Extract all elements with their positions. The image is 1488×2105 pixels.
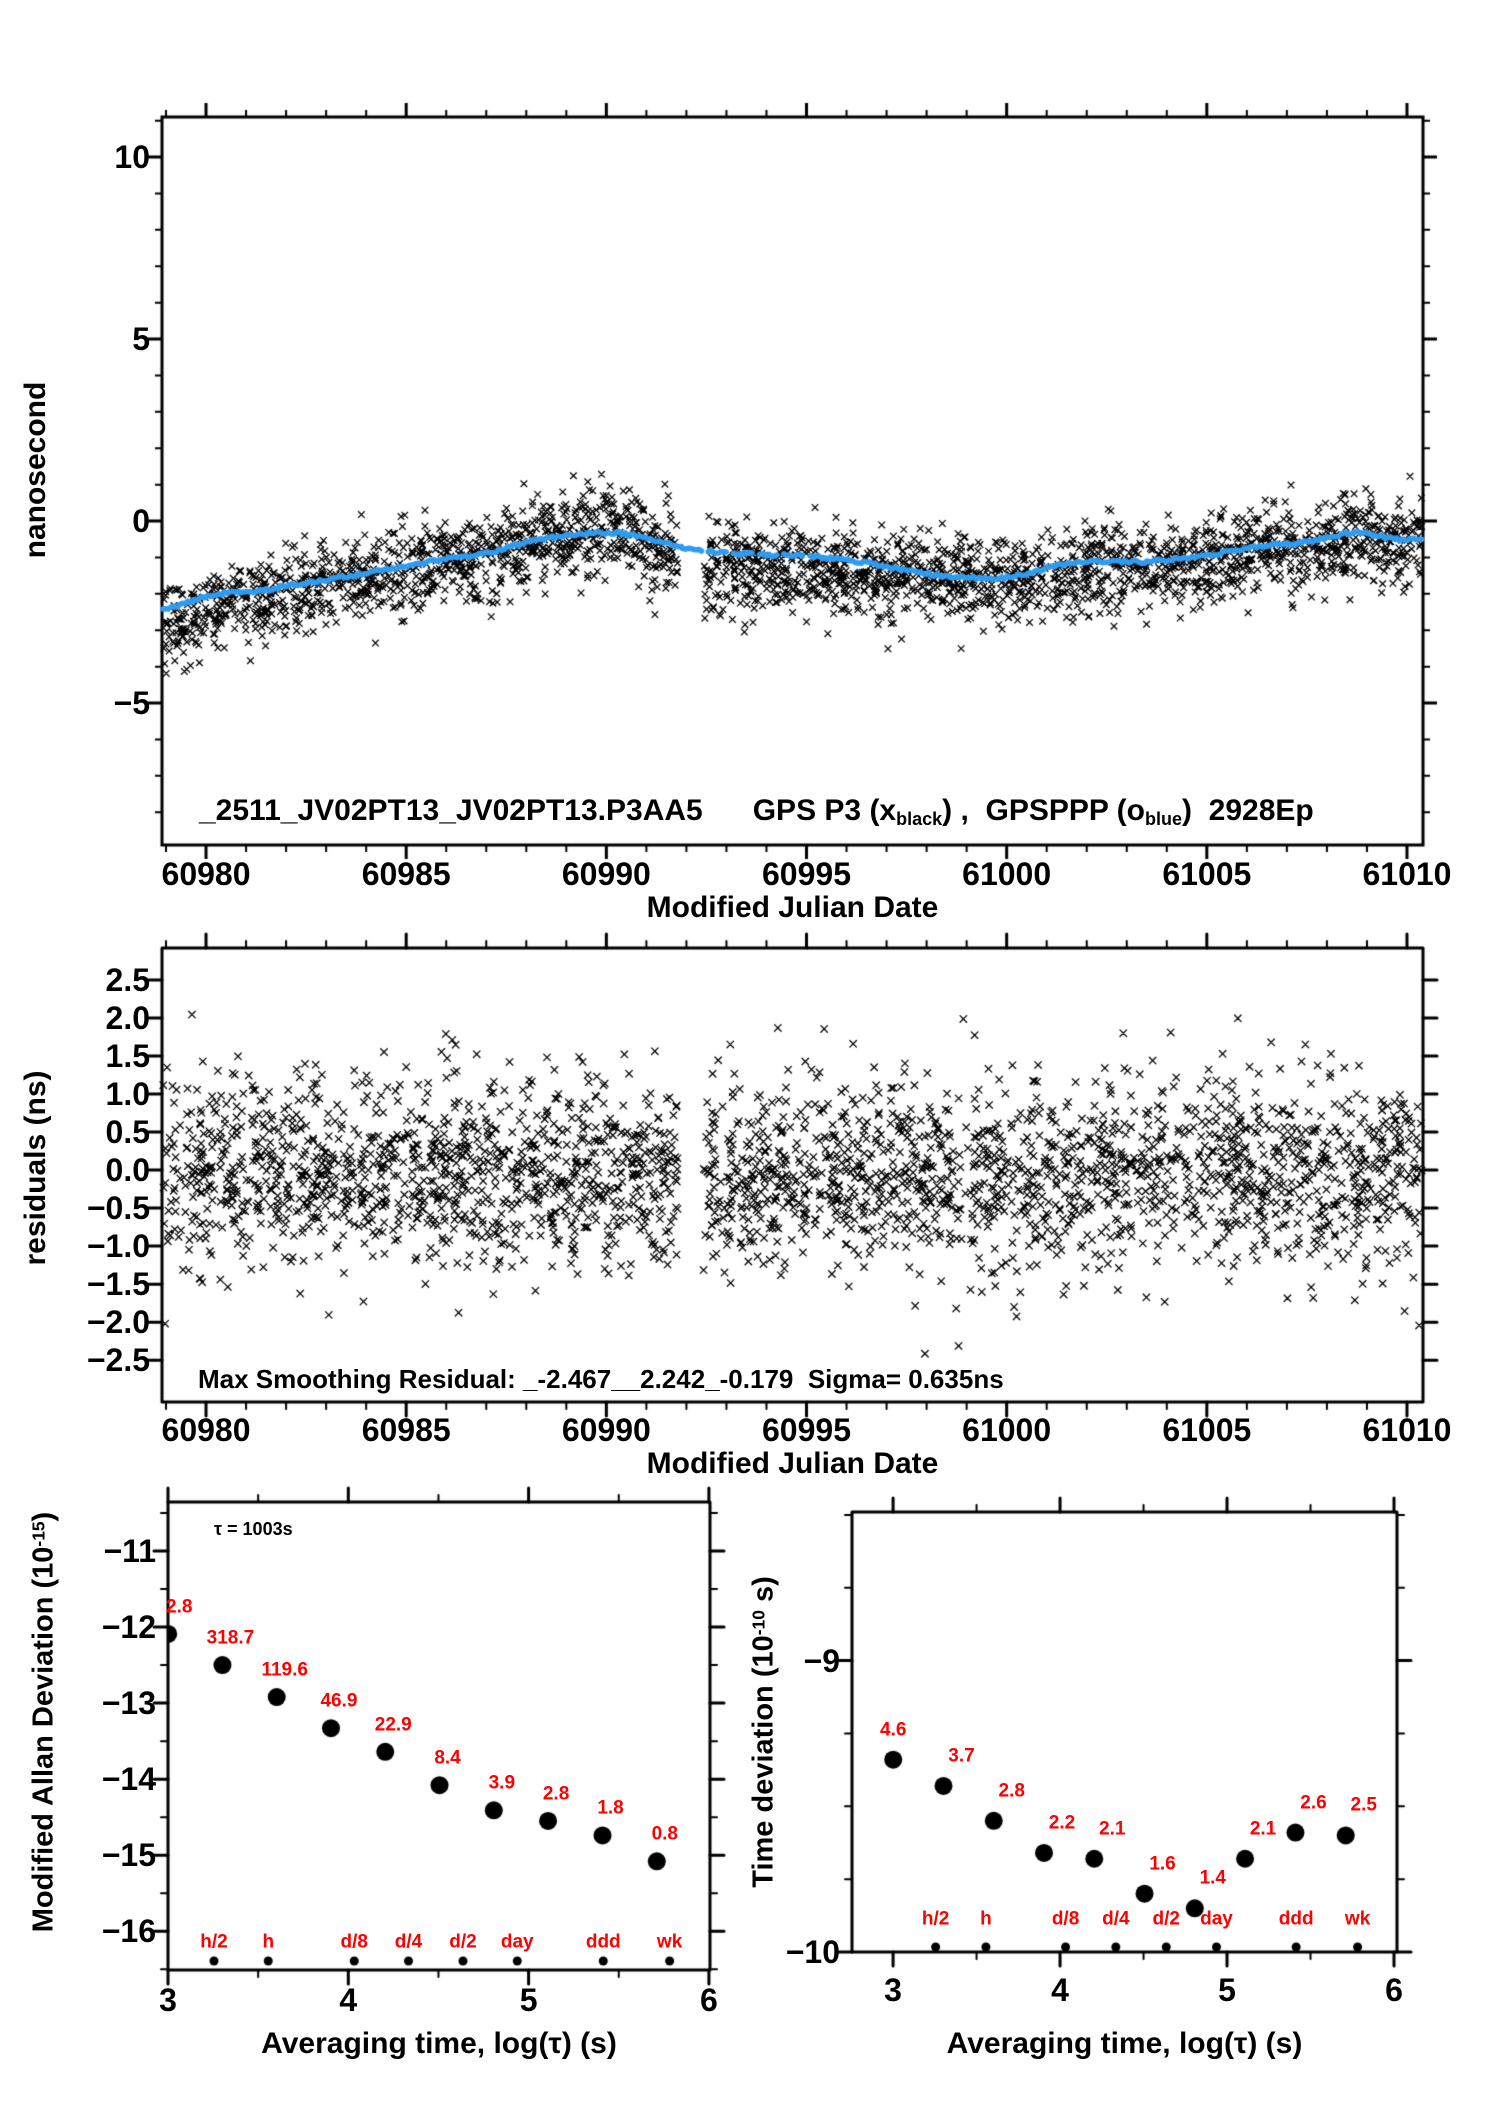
p3-point-label-5: 8.4 — [434, 1747, 461, 1769]
p4-point-label-7: 2.1 — [1249, 1818, 1277, 1840]
p4-y-tick-0: −9 — [803, 1642, 840, 1679]
p4-point-label-8: 2.6 — [1300, 1792, 1327, 1814]
p4-marker-label-3: d/4 — [1102, 1908, 1130, 1930]
p1-title — [199, 794, 1314, 830]
p3-y-tick-1: −12 — [101, 1609, 156, 1646]
p2-x-tick-60985: 60985 — [361, 1412, 451, 1448]
p2-y-tick-1: 2.0 — [105, 999, 150, 1036]
p2-y-tick-7: −1.0 — [86, 1228, 150, 1265]
p1-y-tick-0: 10 — [114, 139, 150, 176]
p2-yaxis-title: residuals (ns) — [19, 1070, 52, 1266]
p3-tau-annotation: τ = 1003s — [214, 1519, 293, 1539]
p4-point-label-5: 1.6 — [1149, 1853, 1176, 1875]
p3-yaxis-title — [27, 1511, 60, 1933]
p2-y-tick-5: 0.0 — [105, 1152, 150, 1189]
p2-annotation: Max Smoothing Residual: _-2.467__2.242_-0.179 Sigma= 0.635ns — [198, 1364, 1004, 1394]
p4-marker-label-1: h — [980, 1908, 992, 1930]
p1-x-tick-61010: 61010 — [1362, 856, 1452, 892]
p2-x-tick-60990: 60990 — [561, 1412, 651, 1448]
p3-marker-label-2: d/8 — [340, 1931, 368, 1953]
p2-y-tick-6: −0.5 — [86, 1190, 150, 1227]
p2-x-tick-60980: 60980 — [161, 1412, 251, 1448]
p1-title-seg-3: blue — [1144, 809, 1182, 830]
p4-x-tick-3: 3 — [884, 1972, 902, 2008]
p1-x-tick-60995: 60995 — [762, 856, 851, 892]
p2-y-tick-0: 2.5 — [105, 961, 150, 998]
p4-marker-label-7: wk — [1344, 1908, 1371, 1930]
p1-title-seg-1: black — [896, 809, 943, 830]
p4-point-label-0: 4.6 — [880, 1719, 907, 1741]
p2-y-tick-3: 1.0 — [105, 1076, 150, 1112]
p2-y-tick-9: −2.0 — [86, 1304, 150, 1341]
p4-point-label-3: 2.2 — [1048, 1812, 1076, 1834]
p1-x-tick-61005: 61005 — [1162, 856, 1252, 892]
p4-point-label-1: 3.7 — [948, 1745, 975, 1767]
p1-y-tick-1: 5 — [132, 321, 150, 358]
p2-x-tick-61010: 61010 — [1362, 1412, 1452, 1448]
p3-marker-label-5: day — [500, 1931, 534, 1953]
p3-x-tick-3: 3 — [159, 1982, 177, 2018]
p1-x-tick-60985: 60985 — [361, 856, 451, 892]
p4-point-label-2: 2.8 — [998, 1780, 1025, 1802]
p1-xaxis-title: Modified Julian Date — [646, 891, 939, 924]
p3-marker-label-0: h/2 — [200, 1931, 228, 1953]
p2-y-tick-4: 0.5 — [105, 1114, 150, 1151]
p1-x-tick-61000: 61000 — [962, 856, 1052, 892]
p1-title-seg-0: _2511_JV02PT13_JV02PT13.P3AA5 GPS P3 (x — [199, 794, 897, 827]
p3-point-label-8: 1.8 — [597, 1797, 624, 1819]
p3-x-tick-6: 6 — [700, 1982, 718, 2018]
p3-y-tick-2: −13 — [101, 1685, 156, 1722]
p4-point-label-4: 2.1 — [1099, 1818, 1126, 1840]
p4-point-label-6: 1.4 — [1199, 1867, 1226, 1889]
p4-marker-label-5: day — [1200, 1908, 1233, 1930]
p4-yaxis-title — [747, 1576, 780, 1888]
p2-xaxis-title: Modified Julian Date — [646, 1447, 939, 1480]
p4-x-tick-4: 4 — [1051, 1972, 1069, 2008]
p3-y-tick-4: −15 — [101, 1837, 156, 1874]
p3-marker-label-3: d/4 — [394, 1931, 423, 1953]
p3-xaxis-title: Averaging time, log(τ) (s) — [261, 2027, 617, 2060]
p3-yaxis-title-seg-1: -15 — [28, 1521, 49, 1547]
p3-y-tick-3: −14 — [101, 1761, 156, 1798]
p3-point-label-9: 0.8 — [651, 1823, 679, 1845]
p4-marker-label-4: d/2 — [1152, 1908, 1180, 1930]
p3-point-label-6: 3.9 — [488, 1772, 516, 1794]
p3-y-tick-5: −16 — [101, 1913, 156, 1950]
p3-yaxis-title-seg-2: ) — [27, 1511, 60, 1522]
p2-y-tick-8: −1.5 — [86, 1266, 150, 1303]
p3-marker-label-7: wk — [656, 1931, 683, 1953]
p3-point-label-1: 318.7 — [206, 1627, 255, 1649]
p3-point-label-3: 46.9 — [320, 1690, 358, 1712]
p1-y-tick-3: −5 — [113, 685, 150, 722]
p1-title-seg-2: ) , GPSPPP (o — [942, 794, 1145, 827]
p2-x-tick-60995: 60995 — [762, 1412, 851, 1448]
p3-marker-label-4: d/2 — [449, 1931, 477, 1953]
p2-x-tick-61005: 61005 — [1162, 1412, 1252, 1448]
p3-point-label-4: 22.9 — [374, 1714, 412, 1736]
p3-x-tick-5: 5 — [519, 1982, 538, 2018]
p1-x-tick-60990: 60990 — [561, 856, 651, 892]
p1-x-tick-60980: 60980 — [161, 856, 251, 892]
p3-point-label-7: 2.8 — [542, 1783, 570, 1805]
p4-y-tick-1: −10 — [785, 1934, 840, 1970]
p3-x-tick-4: 4 — [339, 1982, 358, 2018]
p3-marker-label-6: ddd — [585, 1931, 621, 1953]
p4-marker-label-6: ddd — [1278, 1908, 1314, 1930]
p3-point-label-0: 2.8 — [166, 1596, 193, 1618]
p4-xaxis-title: Averaging time, log(τ) (s) — [946, 2027, 1303, 2060]
p3-yaxis-title-seg-0: Modified Allan Deviation (10 — [27, 1546, 60, 1933]
p1-y-tick-2: 0 — [132, 503, 150, 540]
p3-point-label-2: 119.6 — [261, 1659, 308, 1681]
p3-y-tick-0: −11 — [103, 1533, 156, 1570]
p4-yaxis-title-seg-2: s) — [747, 1576, 780, 1611]
p4-marker-label-2: d/8 — [1051, 1908, 1080, 1930]
p2-y-tick-10: −2.5 — [86, 1342, 150, 1379]
p4-x-tick-5: 5 — [1218, 1972, 1236, 2008]
p4-yaxis-title-seg-1: -10 — [748, 1610, 769, 1636]
p1-yaxis-title: nanosecond — [19, 381, 52, 559]
p4-marker-label-0: h/2 — [921, 1908, 950, 1930]
p2-y-tick-2: 1.5 — [105, 1037, 150, 1074]
p1-title-seg-4: ) 2928Ep — [1182, 794, 1314, 827]
p4-point-label-9: 2.5 — [1350, 1794, 1377, 1816]
p4-x-tick-6: 6 — [1385, 1972, 1403, 2008]
p3-marker-label-1: h — [262, 1931, 275, 1953]
p4-yaxis-title-seg-0: Time deviation (10 — [747, 1635, 780, 1888]
p2-x-tick-61000: 61000 — [962, 1412, 1052, 1448]
